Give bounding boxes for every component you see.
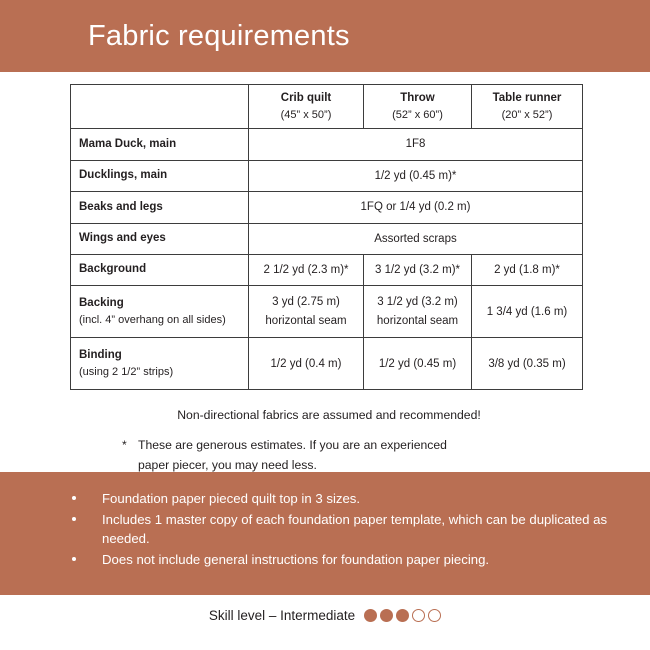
cell-line-1: 3 yd (2.75 m) bbox=[272, 296, 340, 309]
cell-background-crib: 2 1/2 yd (2.3 m)* bbox=[249, 254, 364, 285]
header-band bbox=[0, 0, 650, 72]
row-label-text: Mama Duck, main bbox=[79, 137, 177, 150]
column-header-table-runner bbox=[472, 85, 583, 129]
fabric-table-container bbox=[0, 72, 650, 390]
cell-background-table-runner: 2 yd (1.8 m)* bbox=[472, 254, 583, 285]
note-estimates-text bbox=[138, 436, 447, 476]
list-item bbox=[64, 550, 610, 570]
features-band bbox=[0, 472, 650, 595]
row-label-backing bbox=[71, 286, 249, 338]
page-title: Fabric requirements bbox=[88, 19, 350, 52]
table-row bbox=[71, 192, 583, 223]
asterisk-marker: * bbox=[122, 438, 127, 453]
list-item bbox=[64, 510, 610, 549]
table-header-row bbox=[71, 85, 583, 129]
table-body bbox=[71, 129, 583, 390]
cell-line-2: horizontal seam bbox=[265, 314, 347, 327]
cell-ducklings-all: 1/2 yd (0.45 m)* bbox=[249, 160, 583, 191]
cell-binding-throw: 1/2 yd (0.45 m) bbox=[364, 338, 472, 390]
note-non-directional: Non-directional fabrics are assumed and recommended! bbox=[177, 408, 481, 423]
row-label-binding bbox=[71, 338, 249, 390]
cell-binding-crib: 1/2 yd (0.4 m) bbox=[249, 338, 364, 390]
bullet-icon bbox=[72, 496, 76, 500]
row-label-sub: (using 2 1/2” strips) bbox=[79, 365, 174, 378]
row-label-text: Backing bbox=[79, 297, 124, 310]
table-row bbox=[71, 338, 583, 390]
bullet-icon bbox=[72, 517, 76, 521]
fabric-requirements-table bbox=[70, 84, 583, 390]
row-label-text: Beaks and legs bbox=[79, 200, 163, 213]
row-label-sub: (incl. 4” overhang on all sides) bbox=[79, 313, 226, 326]
column-header-name: Throw bbox=[400, 92, 435, 104]
cell-beaks-and-legs-all: 1FQ or 1/4 yd (0.2 m) bbox=[249, 192, 583, 223]
row-label-text: Background bbox=[79, 263, 147, 276]
column-header-crib-quilt bbox=[249, 85, 364, 129]
skill-dot-empty bbox=[428, 609, 441, 622]
note-estimates-line-2: paper piecer, you may need less. bbox=[138, 457, 317, 472]
row-label-text: Ducklings, main bbox=[79, 169, 168, 182]
skill-level-label: Skill level – Intermediate bbox=[208, 608, 356, 623]
table-header bbox=[71, 85, 583, 129]
cell-line-1: 3 1/2 yd (3.2 m) bbox=[377, 296, 458, 309]
notes-section bbox=[0, 406, 650, 475]
row-label-text: Wings and eyes bbox=[79, 231, 166, 244]
skill-dot-filled bbox=[396, 609, 409, 622]
table-row bbox=[71, 129, 583, 160]
column-header-name: Table runner bbox=[492, 92, 562, 104]
features-list bbox=[64, 489, 610, 569]
skill-level-row bbox=[0, 608, 650, 623]
column-header-dims: (20” x 52”) bbox=[501, 108, 553, 121]
skill-dot-filled bbox=[364, 609, 377, 622]
table-row bbox=[71, 254, 583, 285]
column-header-throw bbox=[364, 85, 472, 129]
skill-dot-filled bbox=[380, 609, 393, 622]
row-label-background bbox=[71, 254, 249, 285]
row-label-mama-duck bbox=[71, 129, 249, 160]
table-corner-cell bbox=[71, 85, 249, 129]
cell-background-throw: 3 1/2 yd (3.2 m)* bbox=[364, 254, 472, 285]
cell-binding-table-runner: 3/8 yd (0.35 m) bbox=[472, 338, 583, 390]
table-row bbox=[71, 286, 583, 338]
column-header-dims: (52” x 60”) bbox=[392, 108, 443, 121]
row-label-ducklings bbox=[71, 160, 249, 191]
cell-backing-table-runner: 1 3/4 yd (1.6 m) bbox=[472, 286, 583, 338]
cell-backing-crib bbox=[249, 286, 364, 338]
note-estimates bbox=[122, 436, 650, 476]
skill-dot-empty bbox=[412, 609, 425, 622]
list-item-text: Does not include general instructions for foundation paper piecing. bbox=[102, 551, 490, 567]
column-header-dims: (45” x 50”) bbox=[280, 108, 332, 121]
bullet-icon bbox=[72, 557, 76, 561]
skill-level-rating bbox=[364, 609, 441, 622]
row-label-text: Binding bbox=[79, 349, 122, 362]
list-item-text: Foundation paper pieced quilt top in 3 sizes. bbox=[102, 491, 361, 506]
cell-mama-duck-all: 1F8 bbox=[249, 129, 583, 160]
list-item-text: Includes 1 master copy of each foundation paper template, which can be duplicated as needed. bbox=[102, 511, 608, 547]
list-item bbox=[64, 489, 610, 509]
row-label-beaks-and-legs bbox=[71, 192, 249, 223]
cell-backing-throw bbox=[364, 286, 472, 338]
table-row bbox=[71, 160, 583, 191]
row-label-wings-and-eyes bbox=[71, 223, 249, 254]
cell-line-2: horizontal seam bbox=[376, 314, 459, 327]
note-estimates-line-1: These are generous estimates. If you are an experienced bbox=[138, 438, 447, 453]
table-row bbox=[71, 223, 583, 254]
column-header-name: Crib quilt bbox=[280, 92, 332, 104]
cell-wings-and-eyes-all: Assorted scraps bbox=[249, 223, 583, 254]
